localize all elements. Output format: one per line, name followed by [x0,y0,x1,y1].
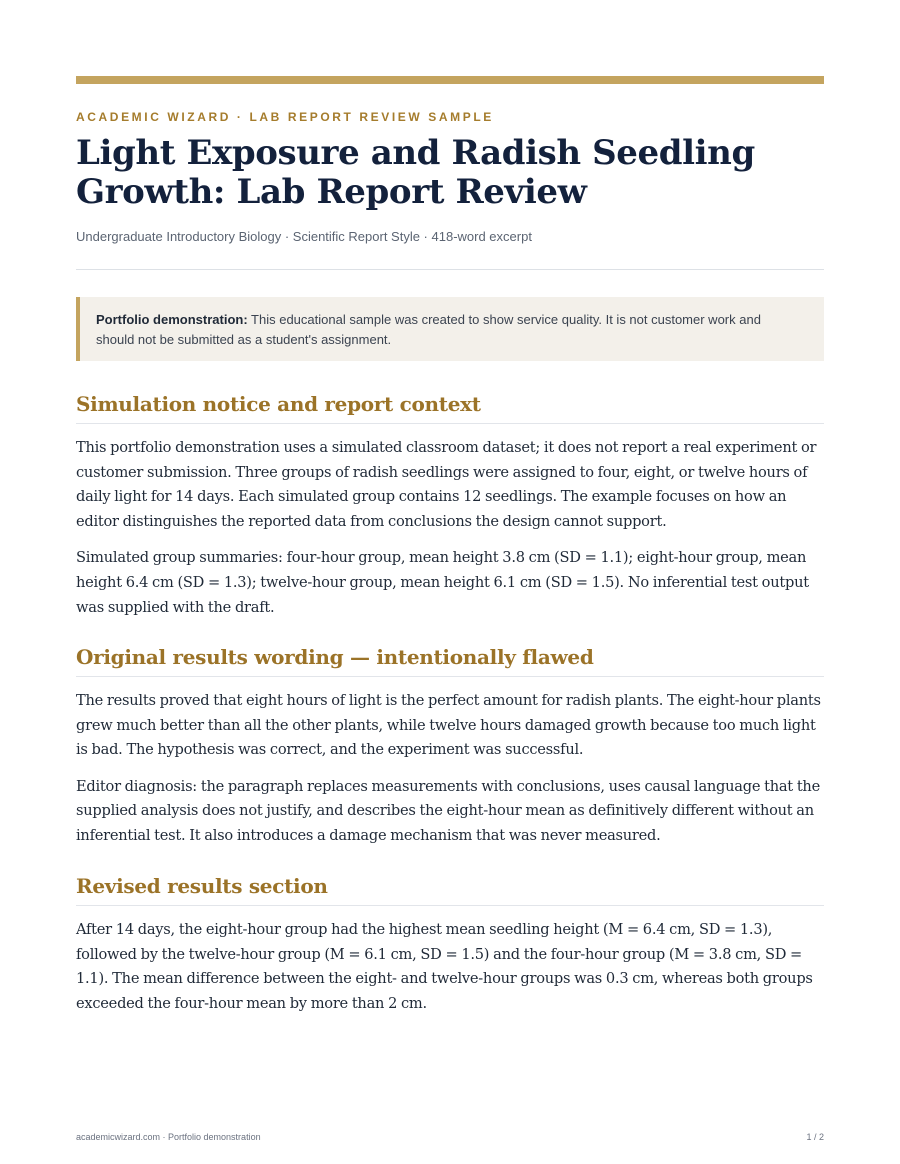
top-accent-rule [76,76,824,84]
footer-page-number: 1 / 2 [806,1132,824,1142]
portfolio-notice [76,297,824,361]
title-line-1: Light Exposure and Radish Seedling [76,133,755,173]
section-heading: Original results wording — intentionally flawed [76,644,824,677]
section-paragraph: The results proved that eight hours of light is the perfect amount for radish plants. The eight-hour plants grew much better than all the other plants, while twelve hours damaged growth because too much light is bad. The hypothesis was correct, and the experiment was successful. [76,692,821,759]
section-original-results [76,644,824,849]
section-heading: Revised results section [76,873,824,906]
section-context [76,391,824,620]
section-paragraph: Simulated group summaries: four-hour group, mean height 3.8 cm (SD = 1.1); eight-hour group, mean height 6.4 cm (SD = 1.3); twelve-hour group, mean height 6.1 cm (SD = 1.5). No inferential test output was supplied with the draft. [76,549,809,616]
section-paragraph: Editor diagnosis: the paragraph replaces measurements with conclusions, uses causal language that the supplied analysis does not justify, and describes the eight-hour mean as definitively different without an inferential test. It also introduces a damage mechanism that was never measured. [76,777,820,844]
page-title [76,134,836,212]
page-subtitle: Undergraduate Introductory Biology · Scientific Report Style · 418-word excerpt [76,229,532,244]
section-revised-results [76,873,824,1016]
eyebrow-label: ACADEMIC WIZARD · LAB REPORT REVIEW SAMPLE [76,110,494,124]
section-heading: Simulation notice and report context [76,391,824,424]
notice-lead: Portfolio demonstration: [96,312,248,327]
header-divider [76,269,824,270]
section-paragraph: After 14 days, the eight-hour group had the highest mean seedling height (M = 6.4 cm, SD = 1.3), followed by the twelve-hour group (M = 6.1 cm, SD = 1.5) and the four-hour group (M = 3.8 cm, SD = 1.1). The mean difference between the eight- and twelve-hour groups was 0.3 cm, whereas both groups exceeded the four-hour mean by more than 2 cm. [76,921,813,1012]
notice-text: This educational sample was created to show service quality. It is not customer work and should not be submitted as a student's assignment. [96,312,761,347]
title-line-2: Growth: Lab Report Review [76,172,587,212]
footer-site: academicwizard.com · Portfolio demonstration [76,1132,261,1142]
section-paragraph: This portfolio demonstration uses a simulated classroom dataset; it does not report a real experiment or customer submission. Three groups of radish seedlings were assigned to four, eight, or twelve hours of daily light for 14 days. Each simulated group contains 12 seedlings. The example focuses on how an editor distinguishes the reported data from conclusions the design cannot support. [76,439,817,530]
